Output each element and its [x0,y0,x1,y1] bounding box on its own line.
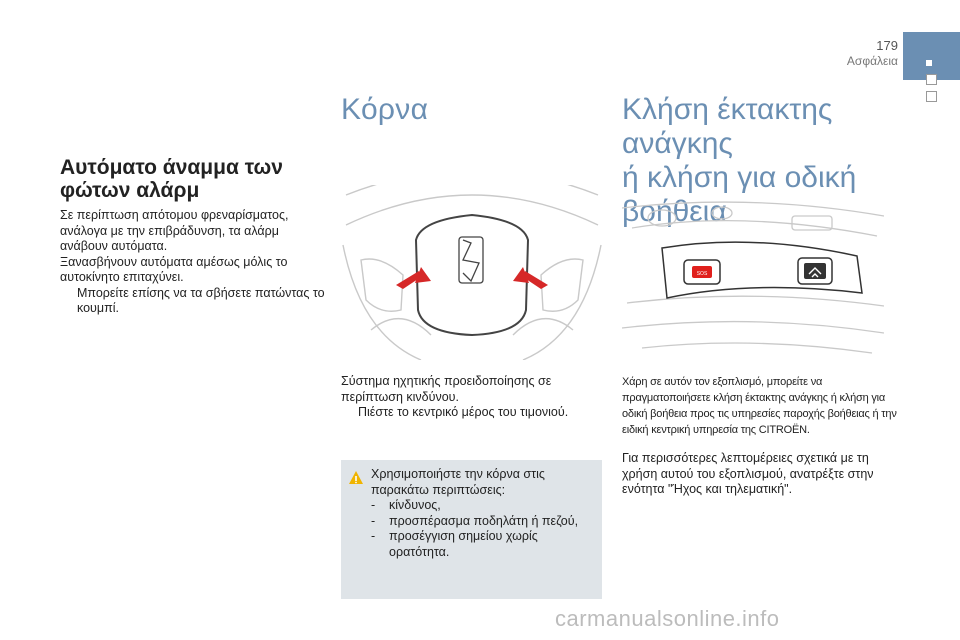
steering-wheel-illustration [341,185,603,360]
list-item: - κίνδυνος, [371,498,441,512]
paragraph: Σύστημα ηχητικής προειδοποίησης σε περίπτωση κινδύνου. [341,374,552,404]
list-item: - προσέγγιση σημείου χωρίς ορατότητα. [371,529,538,559]
section-tab [903,32,960,80]
bullet-item [60,286,325,317]
sos-label: SOS [696,271,708,277]
info-icon [348,470,364,486]
ceiling-console-illustration [622,188,884,360]
assistance-button [804,263,826,279]
hazard-lights-text [60,208,325,317]
bullet-item [341,405,603,421]
horn-heading: Κόρνα [341,93,429,126]
emergency-call-text: Χάρη σε αυτόν τον εξοπλισμό, μπορείτε να πραγματοποιήσετε κλήση έκτακτης ανάγκης ή κλήση για οδική βοήθεια προς τις υπηρεσίες παροχής βοήθειας ή την ειδική κεντρική υπηρεσία της CITROËN. [622,376,897,436]
paragraph: Σε περίπτωση απότομου φρεναρίσματος, ανάλογα με την επιβράδυνση, τα αλάρμ ανάβουν αυτόματα. [60,208,289,253]
paragraph: Ξανασβήνουν αυτόματα αμέσως μόλις το αυτοκίνητο επιταχύνει. [60,254,288,284]
list-item: - προσπέρασμα ποδηλάτη ή πεζού, [371,513,579,528]
bullet-icon [341,405,358,421]
page-number: 179 [876,38,898,53]
heading-line: Κλήση έκτακτης ανάγκης [622,93,833,160]
bullet-icon [60,286,77,317]
tab-square-icon [926,91,937,102]
section-label: Ασφάλεια [846,54,898,68]
watermark: carmanualsonline.info [555,606,780,631]
note-intro: Χρησιμοποιήστε την κόρνα στις παρακάτω περιπτώσεις: [371,467,545,497]
more-details-text: Για περισσότερες λεπτομέρειες σχετικά με τη χρήση αυτού του εξοπλισμού, ανατρέξτε στην ενότητα "Ήχος και τηλεματική". [622,451,874,496]
bullet-text: Μπορείτε επίσης να τα σβήσετε πατώντας το κουμπί. [77,285,325,315]
info-note-text [371,467,596,560]
tab-square-icon [926,74,937,85]
horn-text [341,374,603,421]
tab-marker [926,60,932,66]
hazard-lights-heading: Αυτόματο άναμμα των φώτων αλάρμ [60,156,283,202]
bullet-text: Πιέστε το κεντρικό μέρος του τιμονιού. [358,405,569,419]
heading-line: ή κλήση για οδική βοήθεια [622,161,857,228]
